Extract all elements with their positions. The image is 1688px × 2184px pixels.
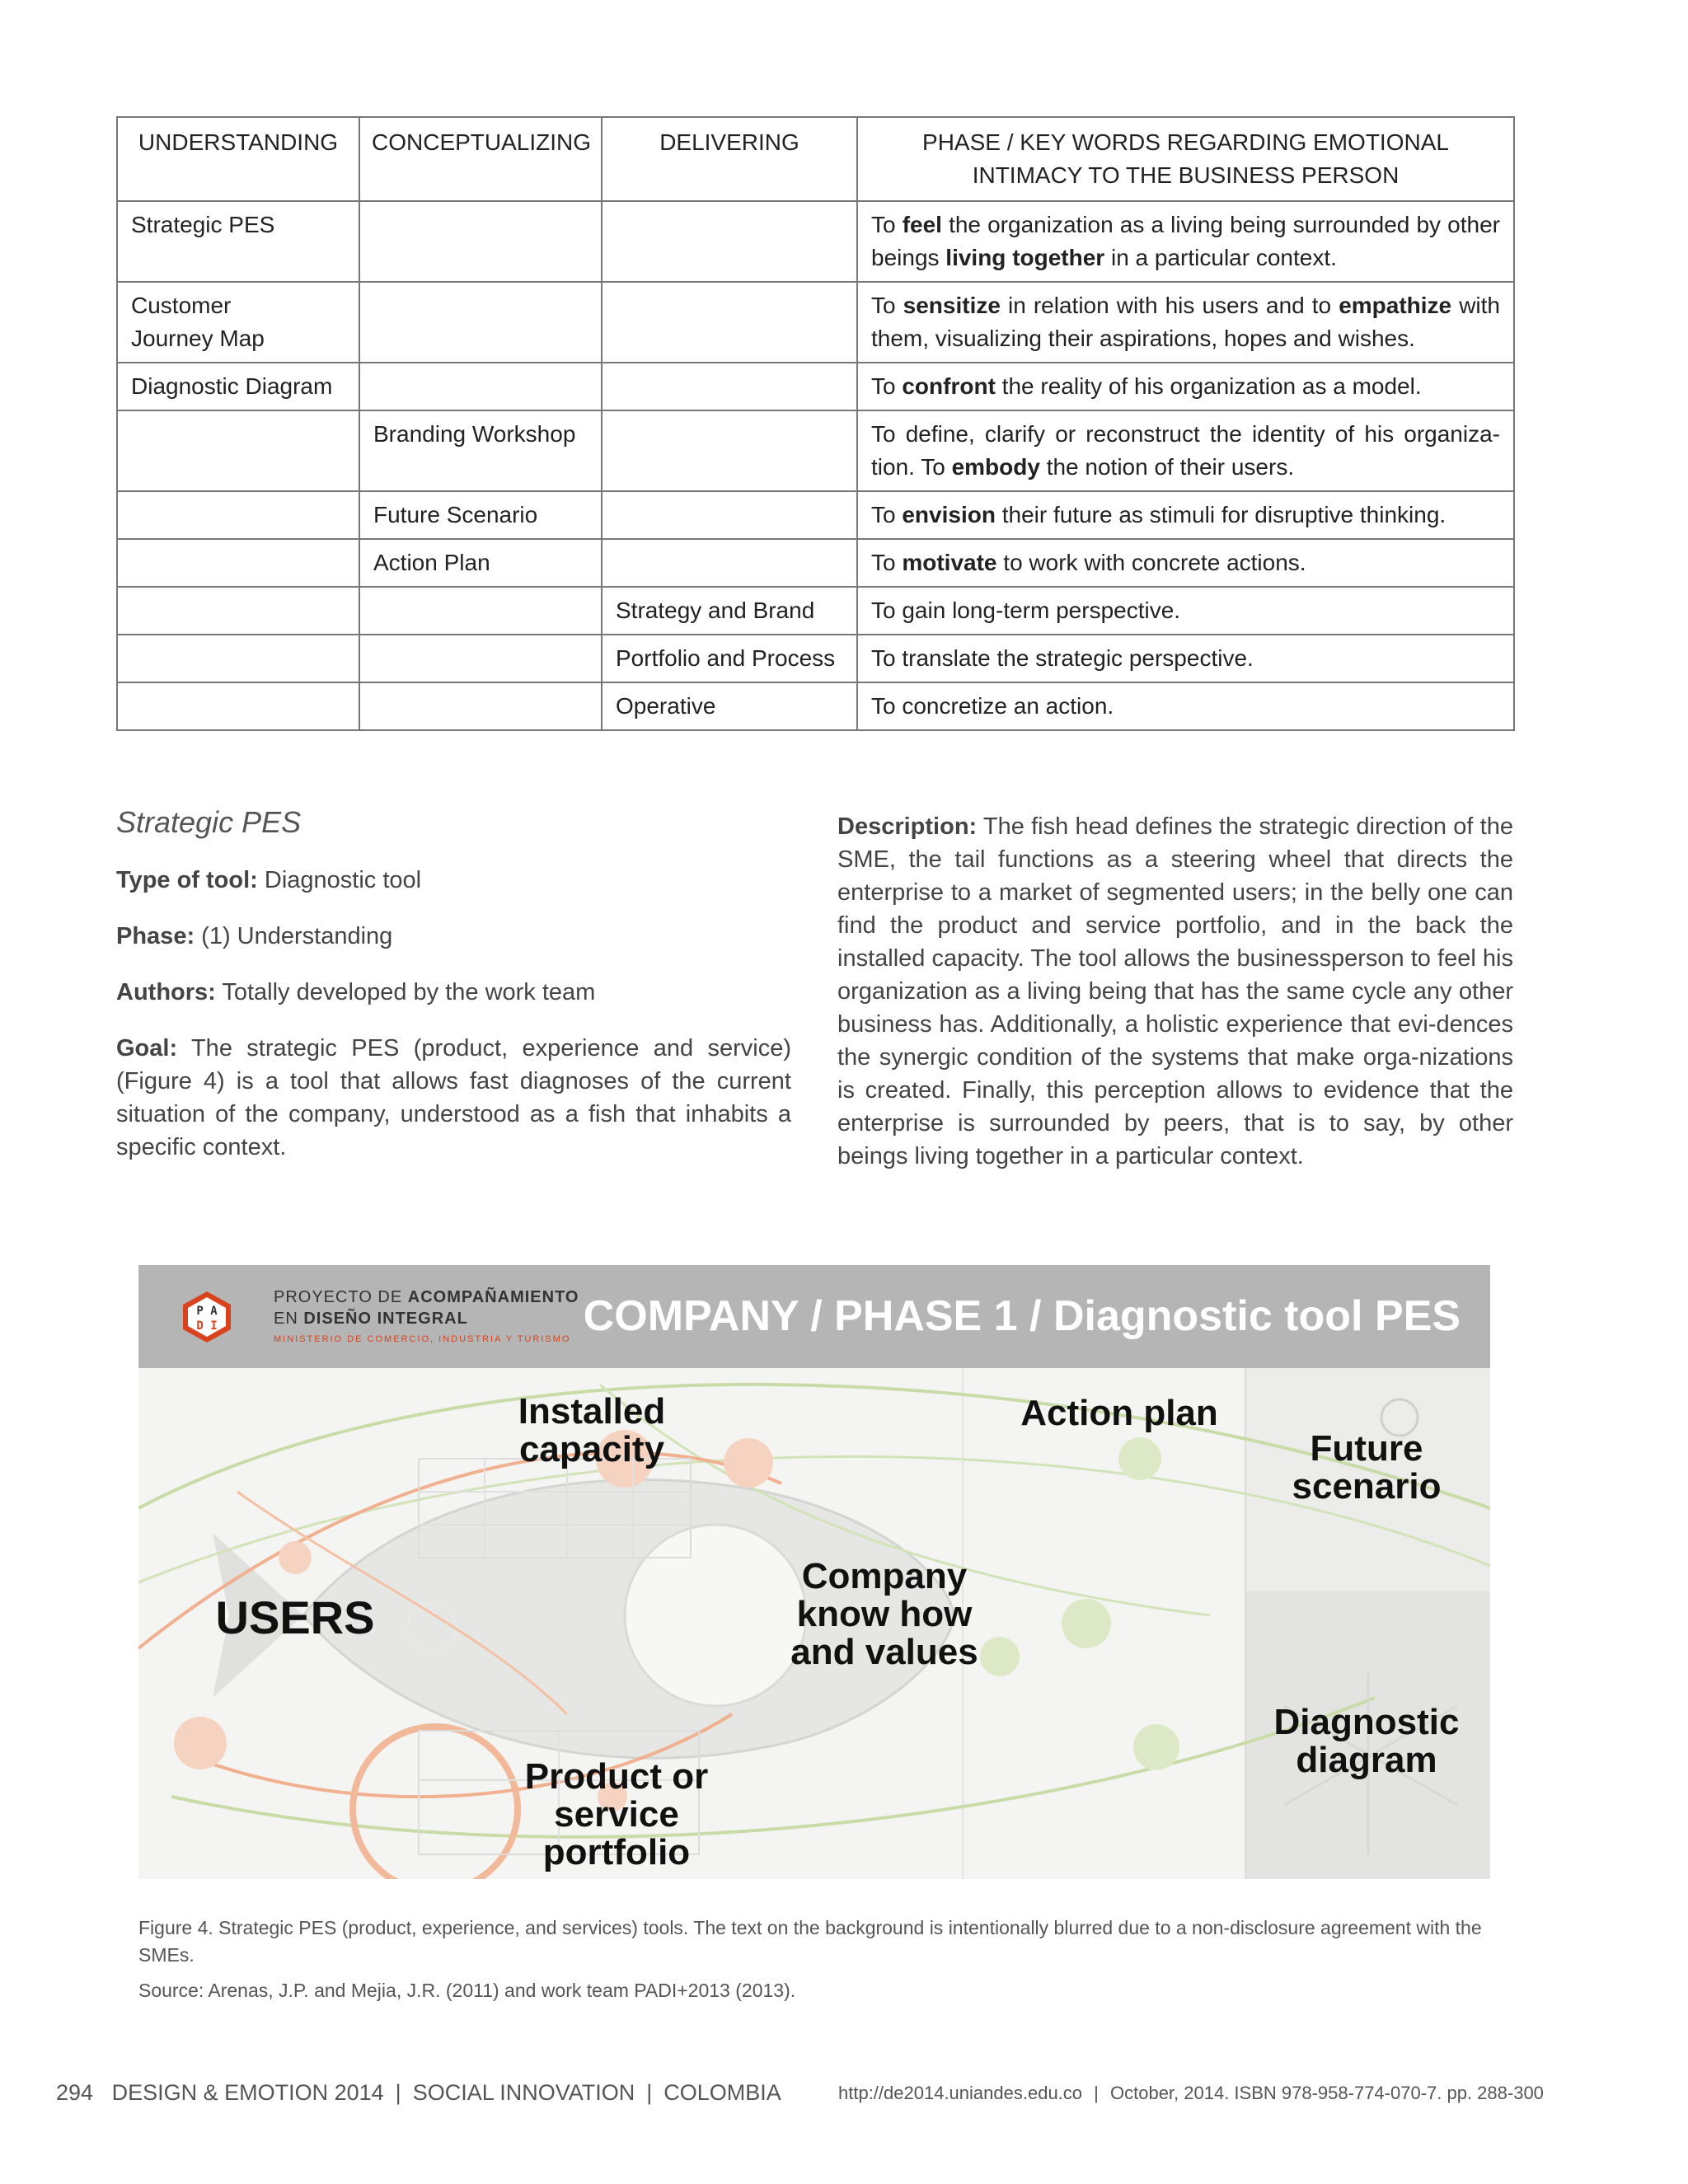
cell-phase-keywords: To sensitize in relation with his users and to empathize with them, visualizing their aspirations, hopes and wishes. bbox=[857, 282, 1514, 363]
cell-understanding bbox=[117, 635, 359, 682]
phase-table bbox=[116, 116, 1515, 731]
cell-understanding bbox=[117, 682, 359, 730]
caption-source: Source: Arenas, J.P. and Mejia, J.R. (2011) and work team PADI+2013 (2013). bbox=[138, 1980, 796, 2001]
cell-delivering: Operative bbox=[602, 682, 857, 730]
table-row bbox=[117, 363, 1514, 410]
header-phase-keywords: PHASE / KEY WORDS REGARDING EMOTIONAL INTIMACY TO THE BUSINESS PERSON bbox=[857, 117, 1514, 201]
figure-pes-diagram bbox=[138, 1265, 1490, 1879]
padi-logo bbox=[180, 1290, 234, 1344]
cell-understanding bbox=[117, 410, 359, 491]
figure-title: COMPANY / PHASE 1 / Diagnostic tool PES bbox=[583, 1292, 1461, 1340]
section-title: Strategic PES bbox=[116, 805, 302, 839]
table-row bbox=[117, 282, 1514, 363]
cell-understanding: Customer Journey Map bbox=[117, 282, 359, 363]
cell-understanding bbox=[117, 539, 359, 587]
cell-delivering bbox=[602, 539, 857, 587]
cell-conceptualizing bbox=[359, 587, 602, 635]
table-header-row bbox=[117, 117, 1514, 201]
footer-publication: October, 2014. ISBN 978-958-774-070-7. pp. 288-300 bbox=[1110, 2083, 1544, 2103]
cell-understanding bbox=[117, 491, 359, 539]
table-body bbox=[117, 201, 1514, 730]
label-company-know-how: Company know how and values bbox=[790, 1556, 978, 1672]
label-product-service-portfolio: Product or service portfolio bbox=[524, 1756, 709, 1872]
cell-conceptualizing bbox=[359, 635, 602, 682]
cell-delivering: Strategy and Brand bbox=[602, 587, 857, 635]
cell-phase-keywords: To translate the strategic perspective. bbox=[857, 635, 1514, 682]
header-line-2: EN DISEÑO INTEGRAL bbox=[274, 1310, 468, 1328]
footer-topic: SOCIAL INNOVATION bbox=[412, 2080, 635, 2105]
table-row bbox=[117, 587, 1514, 635]
cell-delivering bbox=[602, 363, 857, 410]
cell-delivering bbox=[602, 201, 857, 282]
label-diagnostic-diagram: Diagnostic diagram bbox=[1273, 1702, 1460, 1780]
figure-header bbox=[138, 1265, 1490, 1368]
cell-conceptualizing bbox=[359, 282, 602, 363]
svg-text:P A: P A bbox=[196, 1305, 218, 1318]
phase-line: Phase: (1) Understanding bbox=[116, 923, 393, 949]
cell-understanding: Strategic PES bbox=[117, 201, 359, 282]
cell-delivering bbox=[602, 410, 857, 491]
table-row bbox=[117, 491, 1514, 539]
caption-text: Figure 4. Strategic PES (product, experience, and services) tools. The text on the background is intentionally blurred due to a non-disclosure agreement with the SMEs. bbox=[138, 1917, 1482, 1966]
table-row bbox=[117, 635, 1514, 682]
right-column bbox=[837, 810, 1513, 1196]
type-of-tool: Type of tool: Diagnostic tool bbox=[116, 867, 422, 893]
cell-phase-keywords: To gain long-term perspective. bbox=[857, 587, 1514, 635]
authors-line: Authors: Totally developed by the work team bbox=[116, 979, 596, 1005]
header-line-1: PROYECTO DE ACOMPAÑAMIENTO bbox=[274, 1288, 579, 1306]
table-row bbox=[117, 410, 1514, 491]
cell-understanding: Diagnostic Diagram bbox=[117, 363, 359, 410]
cell-phase-keywords: To confront the reality of his organization as a model. bbox=[857, 363, 1514, 410]
cell-delivering bbox=[602, 282, 857, 363]
goal-paragraph: Goal: The strategic PES (product, experience and service) (Figure 4) is a tool that allows fast diagnoses of the current situation of the company, understood as a fish that inhabits a specific context. bbox=[116, 1035, 791, 1160]
description-paragraph: Description: The fish head defines the strategic direction of the SME, the tail functions as a steering wheel that directs the enterprise to a market of segmented users; in the belly one can find the product and service portfolio, and in the back the installed capacity. The tool allows the businessperson to feel his organization as a living being that has the same cycle any other business has. Additionally, a holistic experience that evi-dences the synergic condition of the systems that make orga-nizations is created. Finally, this perception allows to evidence that the enterprise is surrounded by peers, that is to say, by other beings living together in a particular context. bbox=[837, 813, 1513, 1169]
cell-conceptualizing: Action Plan bbox=[359, 539, 602, 587]
cell-phase-keywords: To feel the organization as a living being surrounded by other beings living together in a particular context. bbox=[857, 201, 1514, 282]
cell-phase-keywords: To envision their future as stimuli for disruptive thinking. bbox=[857, 491, 1514, 539]
header-understanding: UNDERSTANDING bbox=[117, 117, 359, 201]
cell-delivering: Portfolio and Process bbox=[602, 635, 857, 682]
header-line-3: MINISTERIO DE COMERCIO, INDUSTRIA Y TURISMO bbox=[274, 1334, 571, 1344]
table-row bbox=[117, 539, 1514, 587]
table-row bbox=[117, 201, 1514, 282]
cell-delivering bbox=[602, 491, 857, 539]
cell-phase-keywords: To concretize an action. bbox=[857, 682, 1514, 730]
left-column bbox=[116, 806, 791, 1187]
figure-caption bbox=[138, 1915, 1490, 2013]
cell-conceptualizing bbox=[359, 363, 602, 410]
label-future-scenario: Future scenario bbox=[1292, 1428, 1442, 1507]
cell-phase-keywords: To motivate to work with concrete actions. bbox=[857, 539, 1514, 587]
table-row bbox=[117, 682, 1514, 730]
footer-url[interactable]: http://de2014.uniandes.edu.co bbox=[838, 2083, 1083, 2103]
svg-text:D I: D I bbox=[196, 1319, 218, 1333]
label-action-plan: Action plan bbox=[1020, 1393, 1218, 1433]
cell-conceptualizing: Branding Workshop bbox=[359, 410, 602, 491]
header-delivering: DELIVERING bbox=[602, 117, 857, 201]
footer-left: 294 DESIGN & EMOTION 2014 | SOCIAL INNOVATION | COLOMBIA bbox=[56, 2080, 781, 2105]
conference-name: DESIGN & EMOTION 2014 bbox=[111, 2080, 384, 2105]
header-conceptualizing: CONCEPTUALIZING bbox=[359, 117, 602, 201]
cell-understanding bbox=[117, 587, 359, 635]
label-users: USERS bbox=[215, 1591, 375, 1643]
footer-right: http://de2014.uniandes.edu.co | October, 2014. ISBN 978-958-774-070-7. pp. 288-300 bbox=[838, 2083, 1544, 2103]
footer-country: COLOMBIA bbox=[663, 2080, 781, 2105]
cell-phase-keywords: To define, clarify or reconstruct the identity of his organiza-tion. To embody the notion of their users. bbox=[857, 410, 1514, 491]
cell-conceptualizing bbox=[359, 201, 602, 282]
cell-conceptualizing bbox=[359, 682, 602, 730]
label-installed-capacity: Installed capacity bbox=[518, 1391, 666, 1469]
cell-conceptualizing: Future Scenario bbox=[359, 491, 602, 539]
page-number: 294 bbox=[56, 2080, 94, 2105]
